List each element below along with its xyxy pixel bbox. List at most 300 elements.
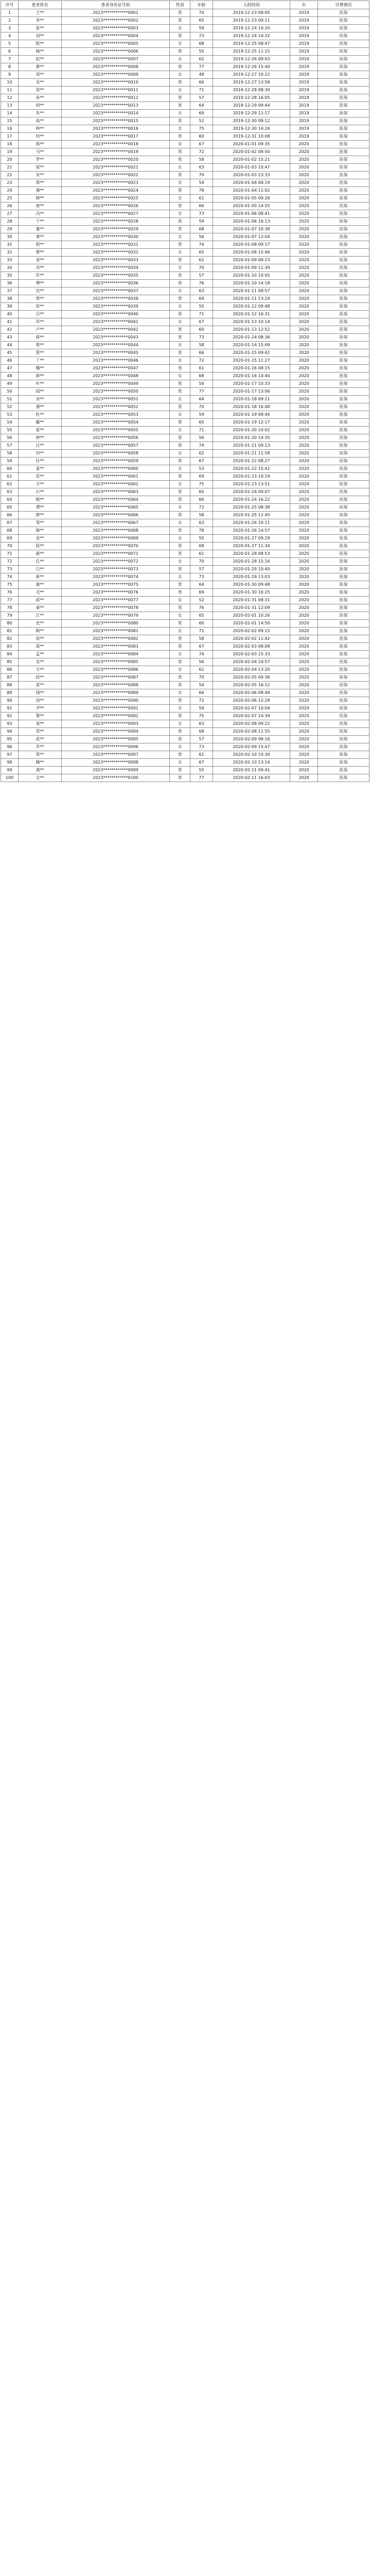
cell-year: 2020 xyxy=(290,233,318,241)
cell-sex: 男 xyxy=(170,403,190,411)
cell-year: 2020 xyxy=(290,620,318,628)
cell-id-number: 2023************0055 xyxy=(62,427,170,434)
cell-name: 蒋** xyxy=(19,334,62,342)
cell-year: 2020 xyxy=(290,628,318,635)
cell-name: 陆** xyxy=(19,543,62,550)
cell-id-number: 2023************0009 xyxy=(62,71,170,79)
table-row xyxy=(1,233,369,241)
cell-id-number: 2023************0062 xyxy=(62,481,170,488)
cell-id-number: 2023************0033 xyxy=(62,257,170,264)
cell-name: 郭** xyxy=(19,141,62,148)
cell-index: 35 xyxy=(1,272,19,280)
cell-index: 28 xyxy=(1,218,19,226)
cell-age: 65 xyxy=(190,612,213,620)
cell-name: 马** xyxy=(19,148,62,156)
cell-id-number: 2023************0001 xyxy=(62,9,170,17)
cell-sex: 男 xyxy=(170,133,190,141)
cell-sex: 女 xyxy=(170,612,190,620)
cell-name: 易** xyxy=(19,720,62,728)
cell-payment: 医保 xyxy=(318,713,369,720)
cell-name: 潘** xyxy=(19,403,62,411)
cell-name: 范** xyxy=(19,473,62,481)
cell-sex: 女 xyxy=(170,87,190,94)
cell-admission-time: 2020-01-08 15:46 xyxy=(213,249,290,257)
cell-year: 2020 xyxy=(290,705,318,713)
cell-year: 2020 xyxy=(290,612,318,620)
cell-year: 2019 xyxy=(290,125,318,133)
table-row xyxy=(1,496,369,504)
cell-year: 2020 xyxy=(290,481,318,488)
cell-id-number: 2023************0030 xyxy=(62,233,170,241)
cell-sex: 女 xyxy=(170,357,190,365)
cell-name: 魏** xyxy=(19,365,62,372)
cell-payment: 医保 xyxy=(318,736,369,743)
cell-name: 孙** xyxy=(19,94,62,102)
cell-age: 78 xyxy=(190,527,213,535)
cell-name: 冯** xyxy=(19,210,62,218)
cell-id-number: 2023************0067 xyxy=(62,519,170,527)
cell-age: 75 xyxy=(190,125,213,133)
cell-name: 康** xyxy=(19,581,62,589)
cell-payment: 医保 xyxy=(318,110,369,117)
cell-index: 96 xyxy=(1,743,19,751)
cell-id-number: 2023************0058 xyxy=(62,450,170,457)
cell-admission-time: 2019-12-30 14:26 xyxy=(213,125,290,133)
cell-payment: 医保 xyxy=(318,550,369,558)
cell-id-number: 2023************0052 xyxy=(62,403,170,411)
cell-id-number: 2023************0005 xyxy=(62,40,170,48)
cell-age: 67 xyxy=(190,318,213,326)
cell-admission-time: 2020-01-07 10:38 xyxy=(213,226,290,233)
cell-sex: 女 xyxy=(170,303,190,311)
cell-id-number: 2023************0004 xyxy=(62,32,170,40)
cell-age: 73 xyxy=(190,573,213,581)
cell-admission-time: 2020-02-11 16:03 xyxy=(213,774,290,782)
cell-sex: 男 xyxy=(170,380,190,388)
cell-name: 廖** xyxy=(19,512,62,519)
cell-sex: 女 xyxy=(170,56,190,63)
cell-year: 2020 xyxy=(290,543,318,550)
cell-id-number: 2023************0022 xyxy=(62,172,170,179)
cell-id-number: 2023************0064 xyxy=(62,496,170,504)
cell-admission-time: 2020-01-29 10:40 xyxy=(213,566,290,573)
cell-index: 98 xyxy=(1,759,19,767)
cell-id-number: 2023************0054 xyxy=(62,419,170,427)
cell-sex: 男 xyxy=(170,620,190,628)
cell-id-number: 2023************0013 xyxy=(62,102,170,110)
cell-index: 59 xyxy=(1,457,19,465)
cell-index: 56 xyxy=(1,434,19,442)
cell-sex: 男 xyxy=(170,218,190,226)
cell-name: 毛** xyxy=(19,589,62,597)
cell-index: 63 xyxy=(1,488,19,496)
cell-payment: 医保 xyxy=(318,612,369,620)
cell-admission-time: 2020-02-01 10:26 xyxy=(213,612,290,620)
table-row xyxy=(1,550,369,558)
cell-admission-time: 2020-01-17 10:33 xyxy=(213,380,290,388)
cell-year: 2020 xyxy=(290,666,318,674)
cell-age: 62 xyxy=(190,56,213,63)
cell-payment: 医保 xyxy=(318,388,369,396)
cell-age: 64 xyxy=(190,581,213,589)
cell-age: 56 xyxy=(190,434,213,442)
cell-sex: 女 xyxy=(170,465,190,473)
cell-admission-time: 2020-02-01 14:50 xyxy=(213,620,290,628)
cell-age: 60 xyxy=(190,133,213,141)
cell-index: 19 xyxy=(1,148,19,156)
cell-name: 黄** xyxy=(19,63,62,71)
cell-sex: 女 xyxy=(170,597,190,604)
cell-age: 59 xyxy=(190,705,213,713)
cell-id-number: 2023************0082 xyxy=(62,635,170,643)
cell-admission-time: 2020-01-24 09:07 xyxy=(213,488,290,496)
cell-index: 75 xyxy=(1,581,19,589)
cell-name: 段** xyxy=(19,674,62,682)
cell-payment: 医保 xyxy=(318,56,369,63)
cell-name: 余** xyxy=(19,396,62,403)
cell-sex: 女 xyxy=(170,342,190,349)
cell-age: 54 xyxy=(190,380,213,388)
cell-sex: 女 xyxy=(170,25,190,32)
cell-id-number: 2023************0100 xyxy=(62,774,170,782)
cell-name: 邵** xyxy=(19,643,62,651)
cell-admission-time: 2020-01-23 13:51 xyxy=(213,481,290,488)
cell-age: 73 xyxy=(190,743,213,751)
cell-id-number: 2023************0039 xyxy=(62,303,170,311)
cell-admission-time: 2020-01-15 11:27 xyxy=(213,357,290,365)
cell-age: 63 xyxy=(190,720,213,728)
cell-payment: 医保 xyxy=(318,643,369,651)
cell-admission-time: 2020-01-10 14:18 xyxy=(213,280,290,287)
col-header-payment: 付费情况 xyxy=(318,1,369,9)
cell-age: 70 xyxy=(190,172,213,179)
cell-sex: 女 xyxy=(170,427,190,434)
cell-admission-time: 2020-02-02 11:42 xyxy=(213,635,290,643)
cell-id-number: 2023************0079 xyxy=(62,612,170,620)
cell-sex: 女 xyxy=(170,481,190,488)
cell-year: 2020 xyxy=(290,372,318,380)
table-row xyxy=(1,342,369,349)
cell-id-number: 2023************0051 xyxy=(62,396,170,403)
patient-register-sheet xyxy=(1,1,369,2576)
cell-id-number: 2023************0049 xyxy=(62,380,170,388)
table-row xyxy=(1,473,369,481)
table-row xyxy=(1,187,369,195)
cell-admission-time: 2020-01-22 15:42 xyxy=(213,465,290,473)
cell-year: 2020 xyxy=(290,365,318,372)
cell-year: 2019 xyxy=(290,79,318,87)
cell-age: 54 xyxy=(190,179,213,187)
cell-sex: 男 xyxy=(170,550,190,558)
cell-admission-time: 2020-02-07 10:04 xyxy=(213,705,290,713)
table-row xyxy=(1,210,369,218)
cell-admission-time: 2020-01-01 09:35 xyxy=(213,141,290,148)
cell-payment: 医保 xyxy=(318,172,369,179)
cell-admission-time: 2020-01-25 08:38 xyxy=(213,504,290,512)
cell-index: 14 xyxy=(1,110,19,117)
table-row xyxy=(1,535,369,543)
cell-index: 15 xyxy=(1,117,19,125)
cell-sex: 男 xyxy=(170,326,190,334)
cell-index: 10 xyxy=(1,79,19,87)
cell-year: 2020 xyxy=(290,504,318,512)
cell-admission-time: 2020-01-19 08:44 xyxy=(213,411,290,419)
cell-age: 60 xyxy=(190,326,213,334)
cell-sex: 男 xyxy=(170,488,190,496)
cell-index: 94 xyxy=(1,728,19,736)
cell-name: 徐** xyxy=(19,87,62,94)
cell-index: 52 xyxy=(1,403,19,411)
cell-year: 2020 xyxy=(290,295,318,303)
cell-id-number: 2023************0096 xyxy=(62,743,170,751)
cell-sex: 男 xyxy=(170,767,190,774)
cell-index: 9 xyxy=(1,71,19,79)
cell-index: 51 xyxy=(1,396,19,403)
cell-payment: 医保 xyxy=(318,450,369,457)
col-header-sex: 性别 xyxy=(170,1,190,9)
cell-name: 罗** xyxy=(19,156,62,164)
table-row xyxy=(1,713,369,720)
col-header-name: 患者姓名 xyxy=(19,1,62,9)
cell-admission-time: 2020-01-04 11:02 xyxy=(213,187,290,195)
table-row xyxy=(1,264,369,272)
cell-admission-time: 2020-01-12 16:31 xyxy=(213,311,290,318)
cell-year: 2020 xyxy=(290,496,318,504)
cell-id-number: 2023************0029 xyxy=(62,226,170,233)
cell-year: 2020 xyxy=(290,303,318,311)
table-row xyxy=(1,148,369,156)
cell-year: 2020 xyxy=(290,280,318,287)
cell-admission-time: 2020-02-06 08:49 xyxy=(213,689,290,697)
table-row xyxy=(1,372,369,380)
cell-year: 2020 xyxy=(290,519,318,527)
cell-id-number: 2023************0017 xyxy=(62,133,170,141)
cell-sex: 女 xyxy=(170,558,190,566)
cell-age: 69 xyxy=(190,473,213,481)
cell-sex: 女 xyxy=(170,125,190,133)
cell-id-number: 2023************0027 xyxy=(62,210,170,218)
cell-index: 43 xyxy=(1,334,19,342)
cell-year: 2020 xyxy=(290,287,318,295)
cell-admission-time: 2020-01-15 09:42 xyxy=(213,349,290,357)
cell-payment: 医保 xyxy=(318,164,369,172)
cell-year: 2020 xyxy=(290,342,318,349)
cell-age: 75 xyxy=(190,713,213,720)
cell-year: 2020 xyxy=(290,411,318,419)
cell-year: 2020 xyxy=(290,550,318,558)
cell-id-number: 2023************0020 xyxy=(62,156,170,164)
table-row xyxy=(1,318,369,326)
cell-age: 52 xyxy=(190,597,213,604)
cell-index: 47 xyxy=(1,365,19,372)
cell-admission-time: 2019-12-29 11:17 xyxy=(213,110,290,117)
cell-age: 74 xyxy=(190,442,213,450)
table-row xyxy=(1,604,369,612)
cell-payment: 医保 xyxy=(318,372,369,380)
cell-year: 2020 xyxy=(290,581,318,589)
cell-name: 石** xyxy=(19,488,62,496)
cell-index: 77 xyxy=(1,597,19,604)
table-row xyxy=(1,689,369,697)
cell-name: 谭** xyxy=(19,504,62,512)
cell-age: 67 xyxy=(190,643,213,651)
cell-admission-time: 2020-01-18 09:21 xyxy=(213,396,290,403)
cell-index: 91 xyxy=(1,705,19,713)
cell-year: 2019 xyxy=(290,17,318,25)
cell-index: 81 xyxy=(1,628,19,635)
cell-payment: 医保 xyxy=(318,233,369,241)
cell-sex: 男 xyxy=(170,736,190,743)
cell-age: 53 xyxy=(190,465,213,473)
cell-admission-time: 2019-12-24 10:20 xyxy=(213,25,290,32)
cell-id-number: 2023************0032 xyxy=(62,249,170,257)
cell-admission-time: 2020-01-31 12:09 xyxy=(213,604,290,612)
cell-index: 48 xyxy=(1,372,19,380)
cell-year: 2020 xyxy=(290,488,318,496)
cell-admission-time: 2020-01-18 16:48 xyxy=(213,403,290,411)
cell-sex: 女 xyxy=(170,71,190,79)
cell-id-number: 2023************0073 xyxy=(62,566,170,573)
cell-age: 68 xyxy=(190,40,213,48)
cell-year: 2020 xyxy=(290,589,318,597)
table-row xyxy=(1,759,369,767)
cell-index: 53 xyxy=(1,411,19,419)
cell-sex: 男 xyxy=(170,17,190,25)
cell-sex: 女 xyxy=(170,651,190,658)
cell-id-number: 2023************0072 xyxy=(62,558,170,566)
cell-year: 2020 xyxy=(290,674,318,682)
cell-age: 56 xyxy=(190,658,213,666)
cell-sex: 男 xyxy=(170,512,190,519)
cell-id-number: 2023************0043 xyxy=(62,334,170,342)
cell-admission-time: 2020-01-26 14:57 xyxy=(213,527,290,535)
col-header-id-number: 患者身份证号码 xyxy=(62,1,170,9)
cell-admission-time: 2020-02-06 12:28 xyxy=(213,697,290,705)
cell-sex: 男 xyxy=(170,527,190,535)
cell-year: 2020 xyxy=(290,156,318,164)
table-row xyxy=(1,666,369,674)
cell-name: 姚** xyxy=(19,496,62,504)
cell-name: 戴** xyxy=(19,419,62,427)
cell-payment: 医保 xyxy=(318,427,369,434)
table-row xyxy=(1,141,369,148)
table-row xyxy=(1,697,369,705)
cell-name: 程** xyxy=(19,241,62,249)
cell-name: 傅** xyxy=(19,280,62,287)
cell-sex: 女 xyxy=(170,264,190,272)
cell-name: 薛** xyxy=(19,372,62,380)
cell-admission-time: 2020-01-13 10:14 xyxy=(213,318,290,326)
cell-name: 吕** xyxy=(19,311,62,318)
table-row xyxy=(1,357,369,365)
cell-index: 30 xyxy=(1,233,19,241)
cell-year: 2020 xyxy=(290,388,318,396)
table-row xyxy=(1,117,369,125)
table-row xyxy=(1,597,369,604)
cell-id-number: 2023************0088 xyxy=(62,682,170,689)
table-row xyxy=(1,63,369,71)
cell-year: 2020 xyxy=(290,257,318,264)
cell-year: 2020 xyxy=(290,442,318,450)
cell-id-number: 2023************0094 xyxy=(62,728,170,736)
cell-year: 2020 xyxy=(290,457,318,465)
cell-year: 2019 xyxy=(290,87,318,94)
cell-payment: 医保 xyxy=(318,125,369,133)
cell-admission-time: 2019-12-28 16:05 xyxy=(213,94,290,102)
table-row xyxy=(1,728,369,736)
cell-payment: 医保 xyxy=(318,597,369,604)
cell-index: 83 xyxy=(1,643,19,651)
cell-year: 2019 xyxy=(290,56,318,63)
table-row xyxy=(1,9,369,17)
cell-age: 67 xyxy=(190,457,213,465)
cell-payment: 医保 xyxy=(318,349,369,357)
cell-payment: 医保 xyxy=(318,32,369,40)
cell-sex: 女 xyxy=(170,195,190,202)
cell-sex: 女 xyxy=(170,179,190,187)
cell-age: 66 xyxy=(190,349,213,357)
cell-id-number: 2023************0069 xyxy=(62,535,170,543)
cell-index: 18 xyxy=(1,141,19,148)
cell-index: 27 xyxy=(1,210,19,218)
cell-year: 2020 xyxy=(290,658,318,666)
cell-admission-time: 2020-02-03 08:08 xyxy=(213,643,290,651)
table-row xyxy=(1,272,369,280)
cell-sex: 男 xyxy=(170,102,190,110)
cell-admission-time: 2020-01-14 08:36 xyxy=(213,334,290,342)
cell-sex: 男 xyxy=(170,604,190,612)
cell-id-number: 2023************0050 xyxy=(62,388,170,396)
cell-id-number: 2023************0053 xyxy=(62,411,170,419)
cell-year: 2020 xyxy=(290,141,318,148)
cell-year: 2019 xyxy=(290,110,318,117)
cell-year: 2020 xyxy=(290,226,318,233)
cell-sex: 男 xyxy=(170,589,190,597)
cell-index: 95 xyxy=(1,736,19,743)
cell-sex: 男 xyxy=(170,473,190,481)
cell-id-number: 2023************0070 xyxy=(62,543,170,550)
cell-index: 39 xyxy=(1,303,19,311)
cell-id-number: 2023************0074 xyxy=(62,573,170,581)
cell-sex: 男 xyxy=(170,566,190,573)
table-row xyxy=(1,774,369,782)
table-row xyxy=(1,751,369,759)
cell-age: 73 xyxy=(190,210,213,218)
cell-year: 2020 xyxy=(290,318,318,326)
cell-payment: 医保 xyxy=(318,71,369,79)
cell-index: 100 xyxy=(1,774,19,782)
cell-id-number: 2023************0056 xyxy=(62,434,170,442)
cell-index: 85 xyxy=(1,658,19,666)
cell-sex: 男 xyxy=(170,581,190,589)
cell-admission-time: 2020-01-26 10:11 xyxy=(213,519,290,527)
cell-payment: 医保 xyxy=(318,257,369,264)
cell-age: 74 xyxy=(190,651,213,658)
cell-sex: 男 xyxy=(170,442,190,450)
table-row xyxy=(1,457,369,465)
cell-name: 万** xyxy=(19,666,62,674)
cell-payment: 医保 xyxy=(318,295,369,303)
cell-admission-time: 2020-02-10 13:14 xyxy=(213,759,290,767)
cell-year: 2020 xyxy=(290,573,318,581)
cell-admission-time: 2020-01-31 08:31 xyxy=(213,597,290,604)
cell-sex: 女 xyxy=(170,759,190,767)
cell-name: 雷** xyxy=(19,682,62,689)
cell-admission-time: 2019-12-25 08:47 xyxy=(213,40,290,48)
cell-age: 55 xyxy=(190,535,213,543)
cell-id-number: 2023************0036 xyxy=(62,280,170,287)
cell-payment: 医保 xyxy=(318,705,369,713)
